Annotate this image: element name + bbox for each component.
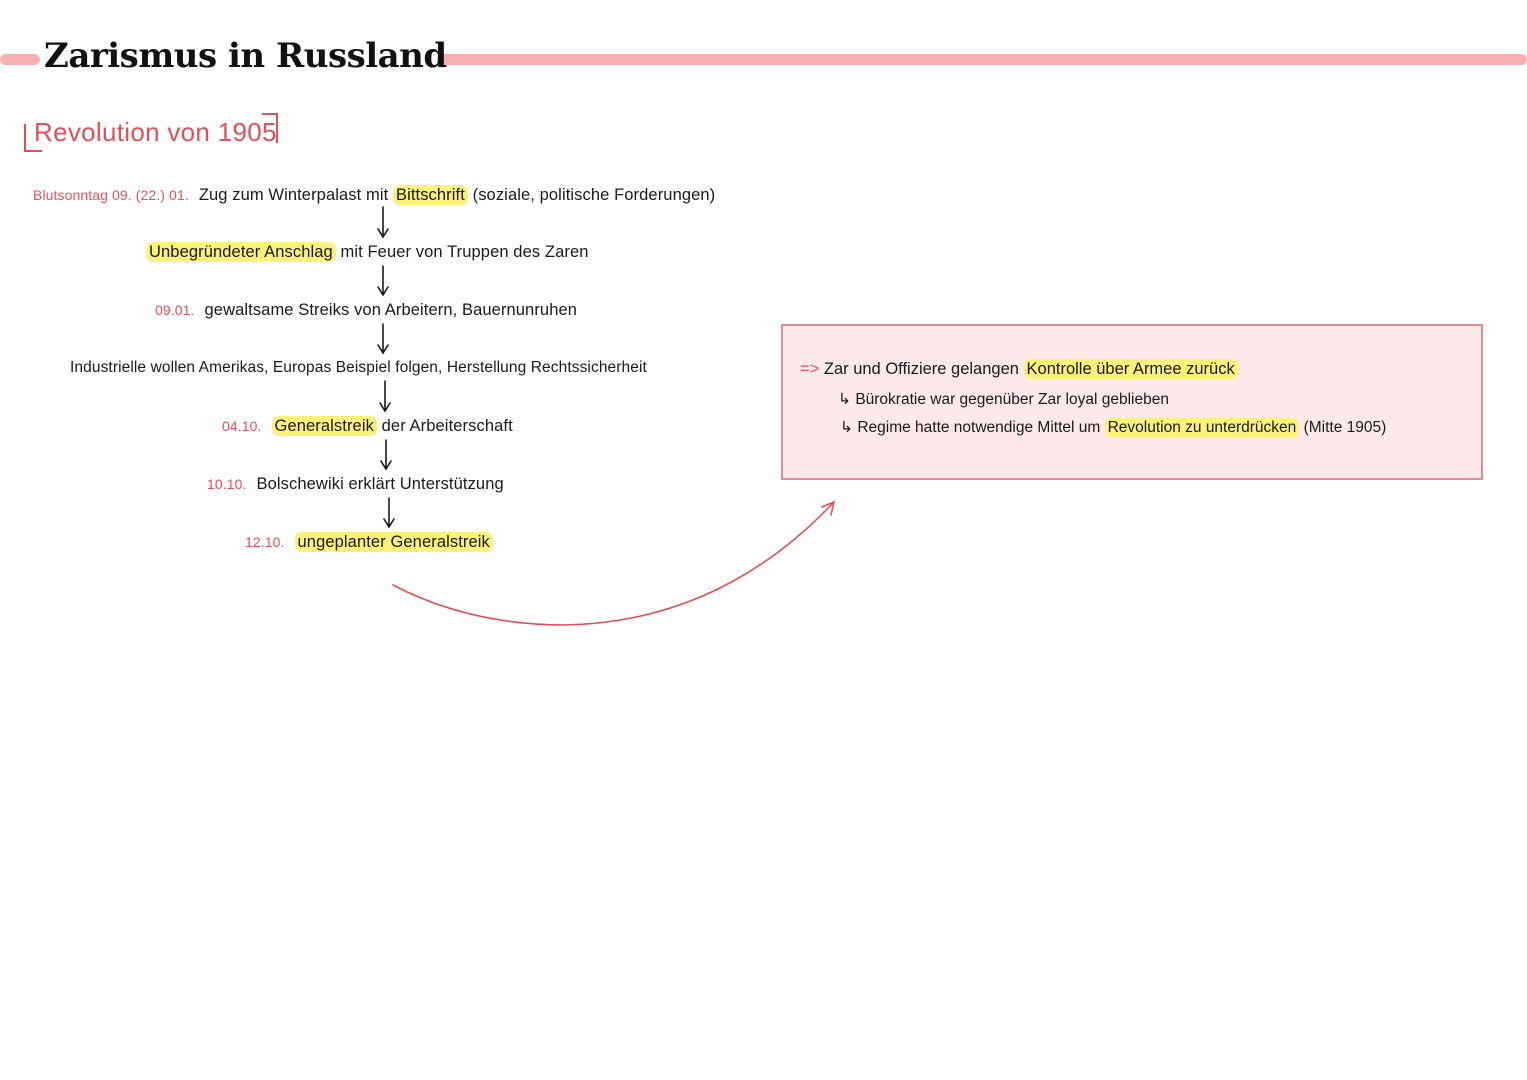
down-arrow-icon	[378, 324, 388, 353]
sub-arrow-icon: ↳	[838, 391, 851, 408]
down-arrow-icon	[384, 498, 394, 527]
timeline-text: (soziale, politische Forderungen)	[467, 186, 716, 204]
timeline-date: 09.01.	[155, 302, 195, 318]
highlight: Unbegründeter Anschlag	[146, 242, 336, 262]
timeline-text: Bolschewiki erklärt Unterstützung	[256, 475, 504, 493]
down-arrow-icon	[381, 440, 391, 469]
highlight: ungeplanter Generalstreik	[295, 532, 493, 552]
section-title: Revolution von 1905	[34, 117, 277, 147]
curved-arrow-icon	[393, 502, 834, 625]
highlight: Bittschrift	[393, 185, 468, 205]
timeline-text: der Arbeiterschaft	[376, 417, 513, 435]
conclusion-text: Zar und Offiziere gelangen	[823, 360, 1024, 378]
timeline-text: mit Feuer von Truppen des Zaren	[335, 243, 589, 261]
highlight: Kontrolle über Armee zurück	[1024, 359, 1238, 379]
highlight: Generalstreik	[272, 416, 377, 436]
conclusion-text: Regime hatte notwendige Mittel um	[857, 419, 1105, 436]
highlight: Revolution zu unterdrücken	[1105, 418, 1300, 437]
down-arrow-icon	[378, 266, 388, 295]
conclusion-text: (Mitte 1905)	[1299, 419, 1387, 436]
down-arrow-icon	[378, 207, 388, 237]
timeline-text: Zug zum Winterpalast mit	[198, 186, 393, 204]
timeline-text: gewaltsame Streiks von Arbeitern, Bauernunruhen	[204, 301, 578, 319]
timeline-date: 04.10.	[222, 418, 262, 434]
sub-arrow-icon: ↳	[840, 419, 853, 436]
implies-arrow-icon: =>	[800, 360, 820, 378]
timeline-date: 12.10.	[245, 534, 285, 550]
timeline-date: Blutsonntag 09. (22.) 01.	[33, 187, 189, 203]
conclusion-text: Bürokratie war gegenüber Zar loyal geblieben	[855, 391, 1169, 408]
down-arrow-icon	[380, 381, 390, 411]
timeline-date: 10.10.	[207, 476, 247, 492]
timeline-text: Industrielle wollen Amerikas, Europas Beispiel folgen, Herstellung Rechtssicherheit	[70, 359, 647, 376]
page-title: Zarismus in Russland	[44, 36, 447, 76]
